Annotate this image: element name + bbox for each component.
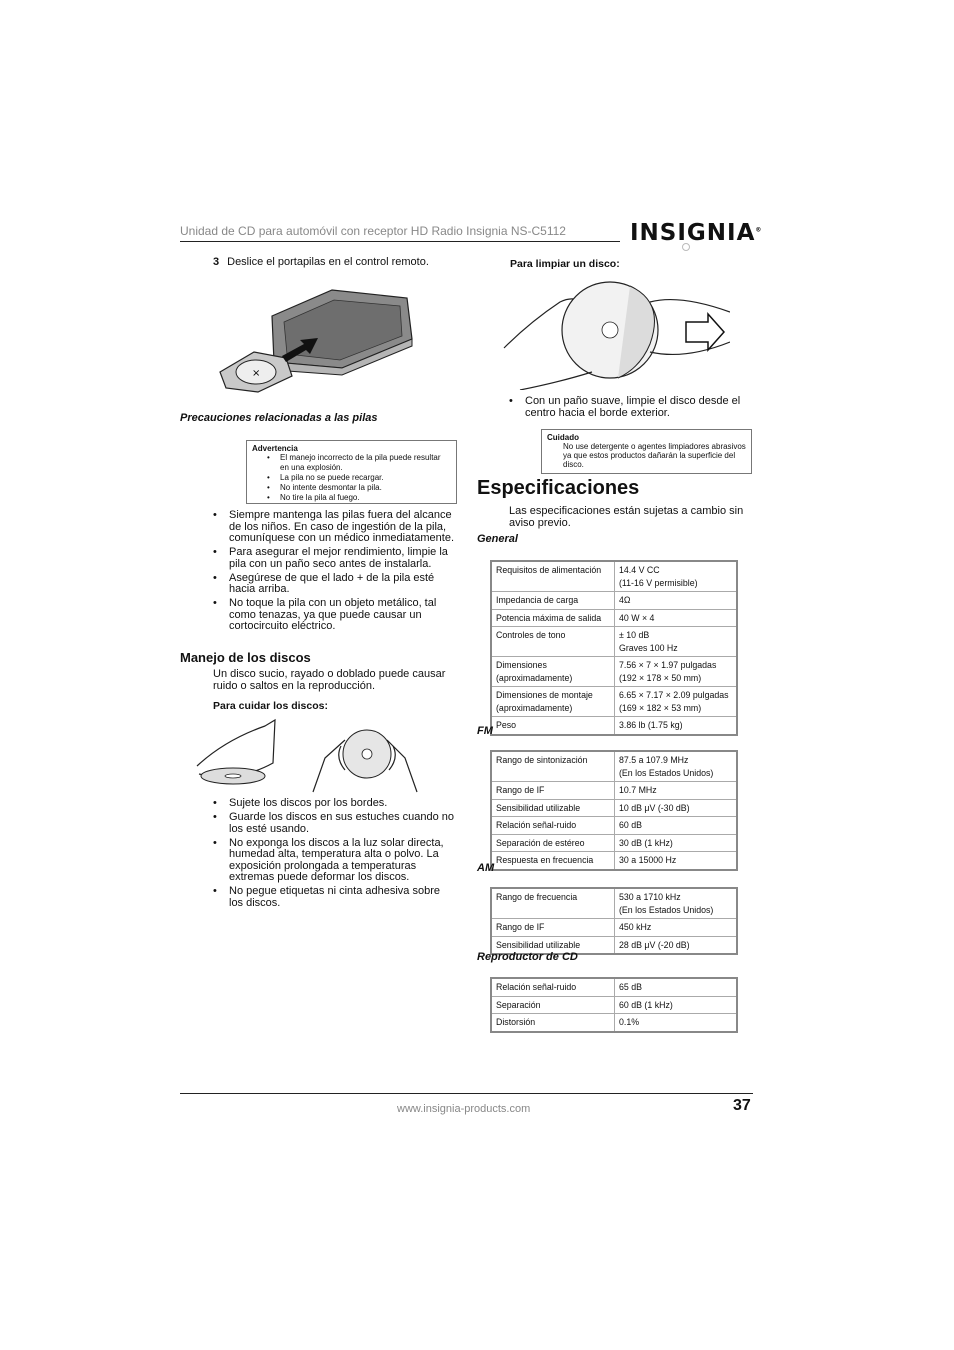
- table-row: Rango de frecuencia 530 a 1710 kHz (En los Estados Unidos): [491, 888, 737, 919]
- disc-cleaning-heading: Para limpiar un disco:: [510, 258, 620, 270]
- specs-title: Especificaciones: [477, 477, 640, 499]
- table-row: Dimensiones (aproximadamente) 7.56 × 7 × 1.97 pulgadas (192 × 178 × 50 mm): [491, 657, 737, 687]
- table-row: Requisitos de alimentación 14.4 V CC (11-16 V permisible): [491, 561, 737, 592]
- general-specs-table: [490, 560, 738, 736]
- list-item: • Asegúrese de que el lado + de la pila esté hacia arriba.: [212, 573, 456, 596]
- disc-handling-heading: Manejo de los discos: [180, 650, 311, 665]
- list-item: • Sujete los discos por los bordes.: [212, 798, 456, 810]
- list-item: • Guarde los discos en sus estuches cuando no los esté usando.: [212, 812, 456, 835]
- table-row: Respuesta en frecuencia 30 a 15000 Hz: [491, 852, 737, 870]
- cleaning-disc-illustration-icon: [500, 272, 730, 390]
- warning-item: • No intente desmontar la pila.: [280, 483, 451, 493]
- disc-care-bullets: [212, 798, 456, 912]
- caution-title: Cuidado: [547, 433, 579, 442]
- brand-logo: INSIGNIA®: [630, 220, 763, 246]
- logo-mark-icon: [682, 243, 690, 251]
- disc-care-heading: Para cuidar los discos:: [213, 700, 328, 712]
- running-header: Unidad de CD para automóvil con receptor HD Radio Insignia NS-C5112: [180, 224, 566, 238]
- remote-battery-illustration-icon: [212, 284, 417, 396]
- fm-label: FM: [477, 725, 493, 737]
- list-item: • Siempre mantenga las pilas fuera del alcance de los niños. En caso de ingestión de la pila, comuníquese con un médico inmediatamente.: [212, 510, 456, 545]
- caution-box: [541, 429, 752, 474]
- disc-cleaning-bullets: [508, 396, 754, 422]
- cd-player-label: Reproductor de CD: [477, 951, 578, 963]
- table-row: Sensibilidad utilizable 28 dB μV (-20 dB): [491, 936, 737, 954]
- am-specs-table: [490, 887, 738, 955]
- footer-rule: [180, 1093, 753, 1094]
- header-rule: [180, 241, 620, 242]
- specs-intro: Las especificaciones están sujetas a cambio sin aviso previo.: [509, 505, 744, 529]
- page-number: 37: [733, 1097, 751, 1114]
- svg-text:×: ×: [252, 368, 261, 379]
- table-row: Rango de sintonización 87.5 a 107.9 MHz (En los Estados Unidos): [491, 751, 737, 782]
- table-row: Peso 3.86 lb (1.75 kg): [491, 717, 737, 735]
- list-item: • No pegue etiquetas ni cinta adhesiva sobre los discos.: [212, 886, 456, 909]
- battery-bullets: [212, 510, 456, 635]
- fm-specs-table: [490, 750, 738, 871]
- list-item: • Para asegurar el mejor rendimiento, limpie la pila con un paño seco antes de instalarla.: [212, 547, 456, 570]
- caution-text: No use detergente o agentes limpiadores abrasivos ya que estos productos dañarán la superficie del disco.: [563, 442, 746, 469]
- am-label: AM: [477, 862, 495, 874]
- general-label: General: [477, 533, 518, 545]
- table-row: Dimensiones de montaje (aproximadamente) 6.65 × 7.17 × 2.09 pulgadas (169 × 182 × 53 mm): [491, 687, 737, 717]
- battery-precautions-heading: Precauciones relacionadas a las pilas: [180, 412, 378, 424]
- holding-disc-illustration-icon: [195, 718, 440, 796]
- table-row: Rango de IF 450 kHz: [491, 919, 737, 937]
- table-row: Relación señal-ruido 60 dB: [491, 817, 737, 835]
- table-row: Distorsión 0.1%: [491, 1014, 737, 1032]
- footer-url: www.insignia-products.com: [397, 1103, 531, 1115]
- table-row: Sensibilidad utilizable 10 dB μV (-30 dB): [491, 799, 737, 817]
- disc-handling-intro: Un disco sucio, rayado o doblado puede causar ruido o saltos en la reproducción.: [213, 668, 446, 692]
- table-row: Impedancia de carga 4Ω: [491, 592, 737, 610]
- warning-item: • La pila no se puede recargar.: [280, 473, 451, 483]
- list-item: • No toque la pila con un objeto metálico, tal como tenazas, ya que puede causar un cortocircuito eléctrico.: [212, 598, 456, 633]
- warning-box: [246, 440, 457, 504]
- step-3: 3 Deslice el portapilas en el control remoto.: [213, 256, 429, 268]
- warning-item: • El manejo incorrecto de la pila puede resultar en una explosión.: [280, 453, 451, 473]
- table-row: Controles de tono ± 10 dB Graves 100 Hz: [491, 627, 737, 657]
- table-row: Potencia máxima de salida 40 W × 4: [491, 609, 737, 627]
- table-row: Separación de estéreo 30 dB (1 kHz): [491, 834, 737, 852]
- table-row: Rango de IF 10.7 MHz: [491, 782, 737, 800]
- warning-title: Advertencia: [252, 444, 298, 453]
- list-item: • Con un paño suave, limpie el disco desde el centro hacia el borde exterior.: [508, 396, 754, 419]
- list-item: • No exponga los discos a la luz solar directa, humedad alta, temperatura alta o polvo. La exposición prolongada a temperaturas extremas puede deformar los discos.: [212, 838, 456, 884]
- warning-item: • No tire la pila al fuego.: [280, 493, 451, 503]
- table-row: Separación 60 dB (1 kHz): [491, 996, 737, 1014]
- cd-specs-table: [490, 977, 738, 1033]
- table-row: Relación señal-ruido 65 dB: [491, 978, 737, 996]
